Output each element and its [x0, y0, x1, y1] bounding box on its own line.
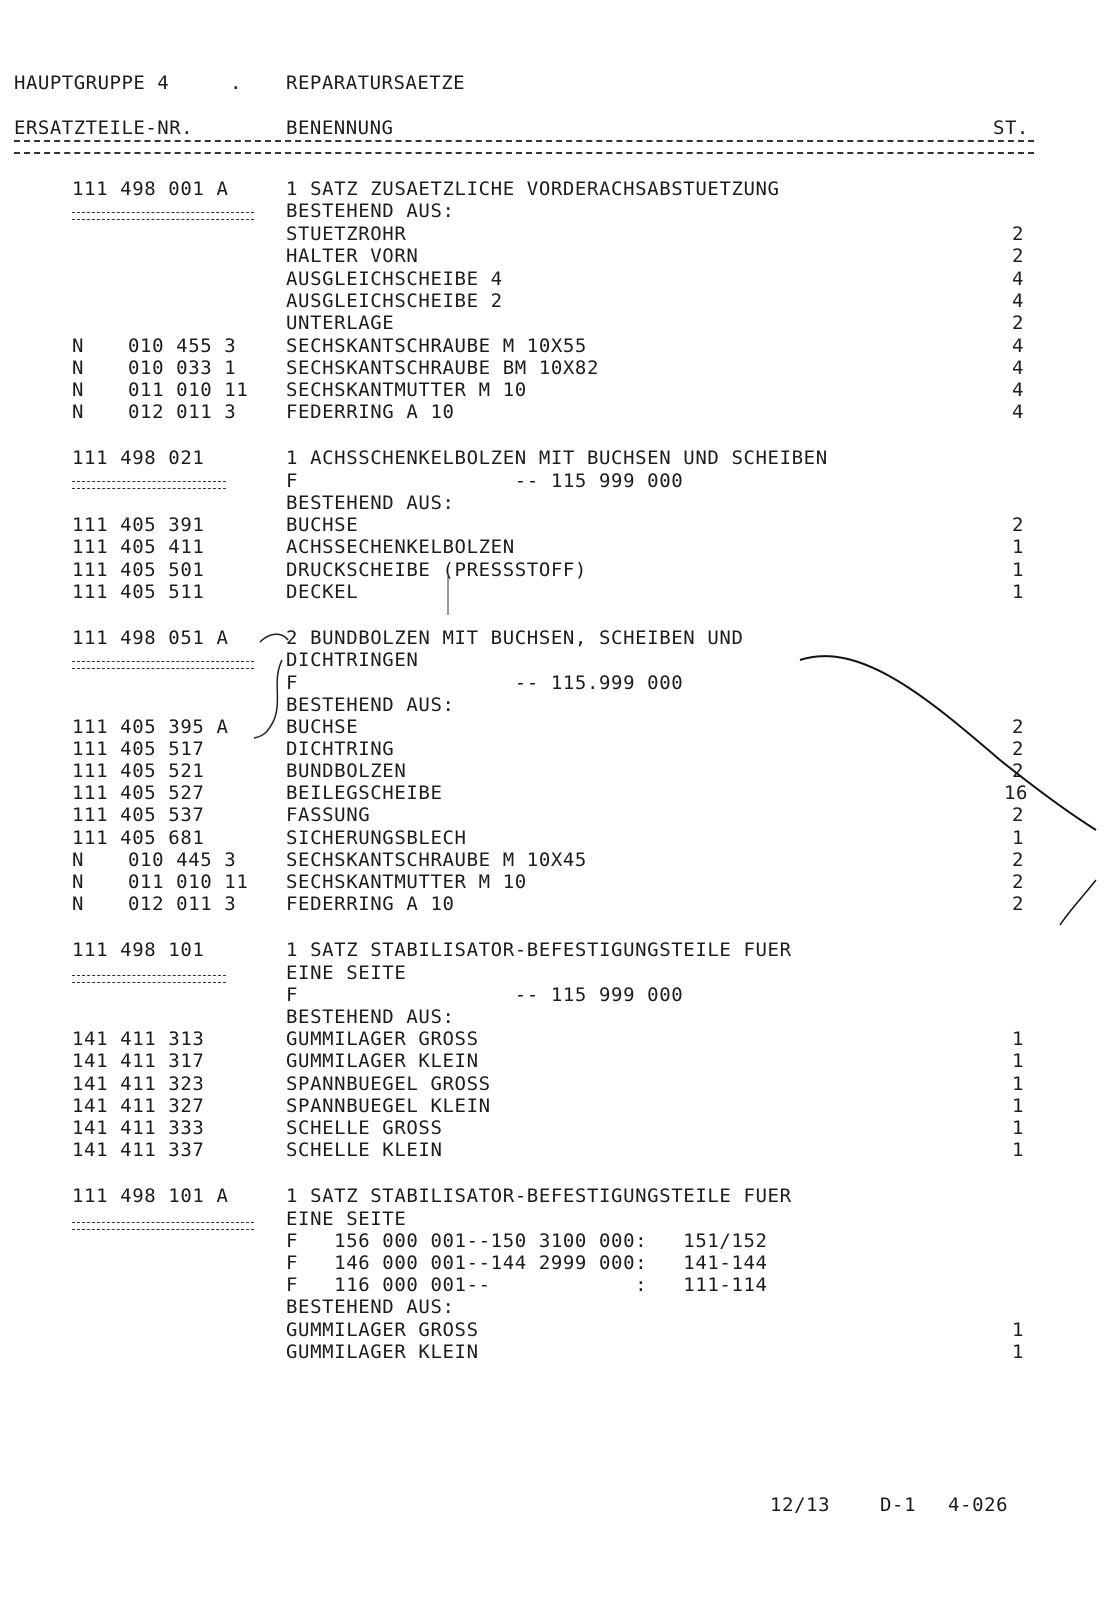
part-quantity: 2 — [1011, 871, 1024, 893]
part-number: 111 405 517 — [72, 738, 205, 760]
part-description: DICHTRINGEN — [286, 649, 419, 671]
section-code: D-1 — [880, 1494, 917, 1516]
part-quantity: 2 — [1011, 738, 1024, 760]
part-number: 012 011 3 — [128, 893, 237, 915]
table-row — [0, 447, 1108, 469]
part-description: SPANNBUEGEL GROSS — [286, 1073, 491, 1095]
part-number: 141 411 317 — [72, 1050, 205, 1072]
table-row — [0, 849, 1108, 871]
table-row — [0, 1252, 1108, 1274]
part-number: 111 498 021 — [72, 447, 205, 469]
page-reference: 4-026 — [948, 1494, 1009, 1516]
part-description: BESTEHEND AUS: — [286, 1006, 455, 1028]
part-description: HALTER VORN — [286, 245, 419, 267]
part-quantity: 1 — [1011, 1028, 1024, 1050]
part-quantity: 2 — [1011, 804, 1024, 826]
part-description: BESTEHEND AUS: — [286, 1296, 455, 1318]
part-quantity: 4 — [1011, 401, 1024, 423]
part-number: 141 411 327 — [72, 1095, 205, 1117]
part-description: FEDERRING A 10 — [286, 401, 455, 423]
norm-part-flag: N — [72, 335, 85, 357]
part-description: FEDERRING A 10 — [286, 893, 455, 915]
table-row — [0, 312, 1108, 334]
part-description: 1 ACHSSCHENKELBOLZEN MIT BUCHSEN UND SCHEIBEN — [286, 447, 828, 469]
part-number: 111 498 001 A — [72, 178, 229, 200]
assembly-underline — [72, 661, 254, 669]
page-number: 12/13 — [770, 1494, 831, 1516]
table-row — [0, 379, 1108, 401]
part-number: 111 405 521 — [72, 760, 205, 782]
part-description: AUSGLEICHSCHEIBE 4 — [286, 268, 503, 290]
table-row — [0, 694, 1108, 716]
part-description: GUMMILAGER KLEIN — [286, 1050, 479, 1072]
assembly-underline — [72, 212, 254, 220]
part-description: ACHSSECHENKELBOLZEN — [286, 536, 515, 558]
part-quantity: 1 — [1011, 1073, 1024, 1095]
part-description: SPANNBUEGEL KLEIN — [286, 1095, 491, 1117]
part-description: F -- 115 999 000 — [286, 984, 684, 1006]
part-quantity: 2 — [1011, 223, 1024, 245]
norm-part-flag: N — [72, 379, 85, 401]
table-row — [0, 1341, 1108, 1363]
part-number: 111 405 391 — [72, 514, 205, 536]
part-number: 141 411 333 — [72, 1117, 205, 1139]
part-quantity: 4 — [1011, 357, 1024, 379]
part-number: 010 445 3 — [128, 849, 237, 871]
part-description: 1 SATZ STABILISATOR-BEFESTIGUNGSTEILE FUER — [286, 1185, 792, 1207]
norm-part-flag: N — [72, 871, 85, 893]
part-description: SECHSKANTSCHRAUBE BM 10X82 — [286, 357, 600, 379]
table-row — [0, 939, 1108, 961]
part-number: 010 455 3 — [128, 335, 237, 357]
part-description: GUMMILAGER GROSS — [286, 1319, 479, 1341]
table-row — [0, 223, 1108, 245]
column-header-name: BENENNUNG — [286, 117, 394, 139]
part-description: SECHSKANTSCHRAUBE M 10X45 — [286, 849, 587, 871]
part-description: F -- 115.999 000 — [286, 672, 684, 694]
part-quantity: 1 — [1011, 581, 1024, 603]
table-row — [0, 492, 1108, 514]
part-number: 011 010 11 — [128, 871, 249, 893]
table-row — [0, 893, 1108, 915]
part-number: 011 010 11 — [128, 379, 249, 401]
part-quantity: 2 — [1011, 849, 1024, 871]
part-description: F 116 000 001-- : 111-114 — [286, 1274, 768, 1296]
part-quantity: 1 — [1011, 1050, 1024, 1072]
part-number: 010 033 1 — [128, 357, 237, 379]
part-number: 111 498 101 A — [72, 1185, 229, 1207]
norm-part-flag: N — [72, 849, 85, 871]
part-description: 1 SATZ STABILISATOR-BEFESTIGUNGSTEILE FUER — [286, 939, 792, 961]
group-dot: . — [230, 72, 242, 94]
part-number: 111 405 511 — [72, 581, 205, 603]
part-description: BESTEHEND AUS: — [286, 492, 455, 514]
table-row — [0, 178, 1108, 200]
part-number: 012 011 3 — [128, 401, 237, 423]
group-title: REPARATURSAETZE — [286, 72, 466, 94]
table-row — [0, 335, 1108, 357]
table-row — [0, 1095, 1108, 1117]
part-description: AUSGLEICHSCHEIBE 2 — [286, 290, 503, 312]
table-row — [0, 1050, 1108, 1072]
table-row — [0, 827, 1108, 849]
table-row — [0, 1073, 1108, 1095]
table-row — [0, 1230, 1108, 1252]
part-description: DECKEL — [286, 581, 359, 603]
part-description: BUCHSE — [286, 514, 359, 536]
table-row — [0, 581, 1108, 603]
part-number: 141 411 313 — [72, 1028, 205, 1050]
part-quantity: 1 — [1011, 1139, 1024, 1161]
part-number: 141 411 323 — [72, 1073, 205, 1095]
part-quantity: 2 — [1011, 514, 1024, 536]
part-number: 111 405 527 — [72, 782, 205, 804]
part-quantity: 1 — [1011, 1117, 1024, 1139]
table-row — [0, 1185, 1108, 1207]
table-row — [0, 738, 1108, 760]
part-description: F 156 000 001--150 3100 000: 151/152 — [286, 1230, 768, 1252]
part-quantity: 2 — [1011, 760, 1024, 782]
assembly-underline — [72, 481, 226, 489]
part-quantity: 4 — [1011, 379, 1024, 401]
table-row — [0, 984, 1108, 1006]
part-description: FASSUNG — [286, 804, 371, 826]
part-description: GUMMILAGER KLEIN — [286, 1341, 479, 1363]
part-number: 111 498 051 A — [72, 627, 229, 649]
table-row — [0, 782, 1108, 804]
part-quantity: 16 — [1004, 782, 1029, 804]
part-quantity: 2 — [1011, 312, 1024, 334]
group-label: HAUPTGRUPPE 4 — [14, 72, 170, 94]
table-row — [0, 290, 1108, 312]
part-number: 111 405 411 — [72, 536, 205, 558]
part-quantity: 1 — [1011, 1341, 1024, 1363]
column-header-quantity: ST. — [993, 117, 1029, 139]
part-quantity: 1 — [1011, 1095, 1024, 1117]
part-quantity: 2 — [1011, 893, 1024, 915]
part-quantity: 2 — [1011, 716, 1024, 738]
part-description: DICHTRING — [286, 738, 395, 760]
part-quantity: 4 — [1011, 268, 1024, 290]
part-number: 111 405 681 — [72, 827, 205, 849]
part-description: SECHSKANTMUTTER M 10 — [286, 871, 527, 893]
part-quantity: 1 — [1011, 559, 1024, 581]
assembly-underline — [72, 1222, 254, 1230]
part-description: BUNDBOLZEN — [286, 760, 407, 782]
part-description: EINE SEITE — [286, 1208, 407, 1230]
part-description: SCHELLE KLEIN — [286, 1139, 443, 1161]
norm-part-flag: N — [72, 401, 85, 423]
part-description: F 146 000 001--144 2999 000: 141-144 — [286, 1252, 768, 1274]
part-description: BESTEHEND AUS: — [286, 694, 455, 716]
table-row — [0, 514, 1108, 536]
part-quantity: 1 — [1011, 827, 1024, 849]
part-description: SECHSKANTSCHRAUBE M 10X55 — [286, 335, 587, 357]
part-description: 1 SATZ ZUSAETZLICHE VORDERACHSABSTUETZUNG — [286, 178, 780, 200]
table-row — [0, 1274, 1108, 1296]
column-header-part-number: ERSATZTEILE-NR. — [14, 117, 194, 139]
part-description: BEILEGSCHEIBE — [286, 782, 443, 804]
part-description: STUETZROHR — [286, 223, 407, 245]
part-description: SICHERUNGSBLECH — [286, 827, 467, 849]
table-row — [0, 627, 1108, 649]
part-description: BUCHSE — [286, 716, 359, 738]
table-row — [0, 536, 1108, 558]
part-description: 2 BUNDBOLZEN MIT BUCHSEN, SCHEIBEN UND — [286, 627, 744, 649]
norm-part-flag: N — [72, 357, 85, 379]
table-row — [0, 716, 1108, 738]
part-number: 111 405 395 A — [72, 716, 229, 738]
part-number: 111 498 101 — [72, 939, 205, 961]
part-number: 111 405 537 — [72, 804, 205, 826]
table-row — [0, 804, 1108, 826]
part-quantity: 2 — [1011, 245, 1024, 267]
table-row — [0, 559, 1108, 581]
table-row — [0, 760, 1108, 782]
table-row — [0, 871, 1108, 893]
part-number: 111 405 501 — [72, 559, 205, 581]
part-number: 141 411 337 — [72, 1139, 205, 1161]
table-row — [0, 1006, 1108, 1028]
table-row — [0, 1319, 1108, 1341]
table-row — [0, 1117, 1108, 1139]
part-description: BESTEHEND AUS: — [286, 200, 455, 222]
part-quantity: 1 — [1011, 536, 1024, 558]
part-quantity: 4 — [1011, 290, 1024, 312]
part-description: SCHELLE GROSS — [286, 1117, 443, 1139]
part-quantity: 1 — [1011, 1319, 1024, 1341]
table-row — [0, 1028, 1108, 1050]
table-row — [0, 245, 1108, 267]
assembly-underline — [72, 975, 226, 983]
part-description: F -- 115 999 000 — [286, 470, 684, 492]
table-row — [0, 401, 1108, 423]
part-description: DRUCKSCHEIBE (PRESSSTOFF) — [286, 559, 587, 581]
part-description: GUMMILAGER GROSS — [286, 1028, 479, 1050]
part-description: UNTERLAGE — [286, 312, 395, 334]
part-quantity: 4 — [1011, 335, 1024, 357]
norm-part-flag: N — [72, 893, 85, 915]
part-description: EINE SEITE — [286, 962, 407, 984]
table-row — [0, 1296, 1108, 1318]
table-row — [0, 268, 1108, 290]
table-row — [0, 672, 1108, 694]
table-row — [0, 1139, 1108, 1161]
table-row — [0, 357, 1108, 379]
part-description: SECHSKANTMUTTER M 10 — [286, 379, 527, 401]
